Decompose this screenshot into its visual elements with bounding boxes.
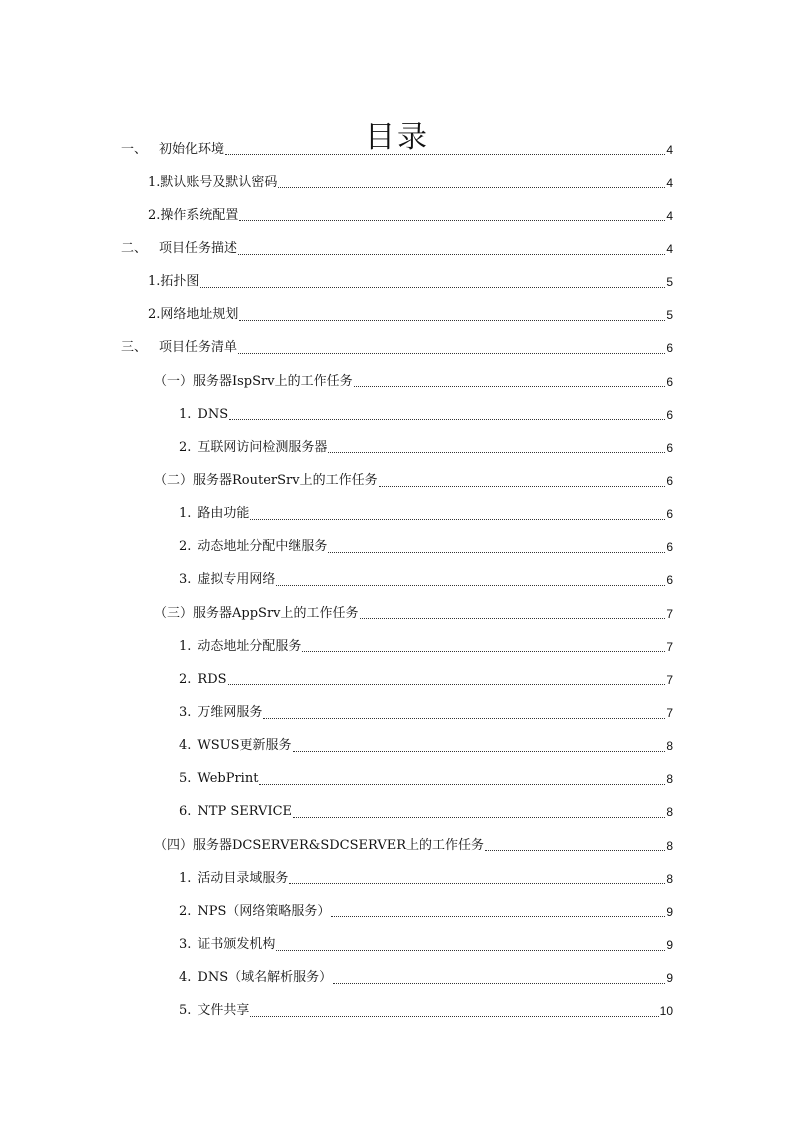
toc-entry[interactable] (0, 630, 794, 663)
dot-leader (250, 1015, 658, 1017)
toc-entry-page-number: 5 (666, 308, 673, 323)
toc-entry-number: 2. (179, 903, 192, 919)
dot-leader (228, 683, 666, 685)
toc-entry-heading (179, 804, 292, 820)
toc-entry[interactable] (0, 962, 794, 995)
toc-entry-heading (179, 506, 249, 522)
toc-entry-page-number: 6 (666, 341, 673, 356)
toc-entry-heading (179, 572, 275, 588)
dot-leader (360, 617, 666, 619)
toc-entry[interactable] (0, 995, 794, 1028)
toc-entry-heading (154, 374, 353, 390)
toc-entry-heading (179, 871, 288, 887)
toc-entry-number: 1. (179, 506, 192, 522)
toc-entry[interactable] (0, 597, 794, 630)
toc-entry-heading (148, 175, 277, 191)
toc-entry[interactable] (0, 895, 794, 928)
toc-entry-number: 2. (179, 671, 192, 687)
toc-entry-heading (148, 307, 238, 323)
toc-entry-page-number: 6 (666, 440, 673, 455)
dot-leader (250, 518, 665, 520)
toc-entry-heading (179, 970, 332, 986)
toc-entry-page-number: 9 (666, 937, 673, 952)
toc-entry-title: DNS（域名解析服务） (197, 970, 333, 986)
toc-entry-title: 初始化环境 (159, 141, 225, 157)
dot-leader (278, 186, 665, 188)
toc-entry-page-number: 7 (666, 639, 673, 654)
toc-entry-page-number: 6 (666, 407, 673, 422)
toc-entry-page-number: 6 (666, 540, 673, 555)
toc-entry-heading (179, 904, 330, 920)
toc-entry-heading (121, 241, 237, 257)
dot-leader (333, 982, 665, 984)
toc-entry[interactable] (0, 232, 794, 265)
toc-entry-number: 4. (179, 970, 192, 986)
toc-entry[interactable] (0, 166, 794, 199)
dot-leader (200, 286, 665, 288)
dot-leader (485, 849, 665, 851)
toc-entry-heading (121, 340, 237, 356)
toc-entry[interactable] (0, 862, 794, 895)
toc-entry-heading (179, 639, 301, 655)
toc-entry-title: RDS (197, 671, 227, 687)
toc-entry-title: 项目任务描述 (159, 240, 238, 256)
toc-entry[interactable] (0, 498, 794, 531)
toc-entry-heading (179, 937, 275, 953)
dot-leader (225, 153, 665, 155)
toc-entry-title: 1.拓扑图 (148, 274, 200, 290)
toc-entry-title: NTP SERVICE (197, 804, 293, 820)
toc-entry-heading (121, 142, 224, 158)
dot-leader (331, 915, 665, 917)
toc-entry[interactable] (0, 332, 794, 365)
toc-entry[interactable] (0, 431, 794, 464)
toc-entry-page-number: 7 (666, 606, 673, 621)
toc-entry-heading (154, 606, 359, 622)
toc-entry-page-number: 8 (666, 772, 673, 787)
toc-entry-page-number: 6 (666, 473, 673, 488)
toc-entry[interactable] (0, 696, 794, 729)
dot-leader (293, 750, 666, 752)
dot-leader (328, 551, 665, 553)
toc-entry-title: 项目任务清单 (159, 340, 238, 356)
dot-leader (276, 584, 665, 586)
toc-entry-title: 动态地址分配服务 (197, 638, 302, 654)
toc-entry[interactable] (0, 398, 794, 431)
toc-entry-number: 6. (179, 804, 192, 820)
toc-entry[interactable] (0, 199, 794, 232)
toc-entry-title: 动态地址分配中继服务 (197, 539, 328, 555)
toc-entry-title: （二）服务器RouterSrv上的工作任务 (154, 472, 378, 488)
toc-entry-number: 3. (179, 704, 192, 720)
toc-entry-page-number: 4 (666, 142, 673, 157)
toc-entry-page-number: 9 (666, 971, 673, 986)
toc-entry-number: 1. (179, 406, 192, 422)
toc-entry-title: 万维网服务 (197, 704, 263, 720)
toc-entry-heading (148, 274, 199, 290)
toc-entry-title: 文件共享 (197, 1003, 250, 1019)
toc-entry[interactable] (0, 133, 794, 166)
toc-entry-page-number: 5 (666, 275, 673, 290)
toc-entry-number: 2. (179, 539, 192, 555)
toc-entry-number: 3. (179, 936, 192, 952)
toc-entry-page-number: 4 (666, 208, 673, 223)
toc-entry-title: WebPrint (197, 771, 259, 787)
toc-entry[interactable] (0, 464, 794, 497)
toc-entry-title: （四）服务器DCSERVER&SDCSERVER上的工作任务 (154, 837, 484, 853)
toc-entry-page-number: 6 (666, 374, 673, 389)
toc-entry-title: （三）服务器AppSrv上的工作任务 (154, 605, 359, 621)
toc-entry-number: 5. (179, 771, 192, 787)
toc-entry[interactable] (0, 829, 794, 862)
table-of-contents (0, 133, 794, 1028)
dot-leader (289, 882, 665, 884)
toc-entry-title: 1.默认账号及默认密码 (148, 174, 278, 190)
toc-entry-number: 4. (179, 738, 192, 754)
toc-entry[interactable] (0, 266, 794, 299)
toc-entry-heading (179, 738, 292, 754)
toc-entry[interactable] (0, 796, 794, 829)
toc-entry-page-number: 8 (666, 739, 673, 754)
toc-entry[interactable] (0, 730, 794, 763)
toc-entry[interactable] (0, 564, 794, 597)
toc-entry-number: 三、 (121, 340, 148, 356)
toc-entry-title: WSUS更新服务 (197, 738, 292, 754)
dot-leader (354, 385, 666, 387)
page-title: 目录 (365, 120, 429, 156)
toc-entry-title: DNS (197, 406, 229, 422)
toc-entry-heading (179, 672, 227, 688)
toc-entry-title: 路由功能 (197, 506, 250, 522)
toc-entry[interactable] (0, 365, 794, 398)
toc-entry-number: 1. (179, 870, 192, 886)
toc-entry-page-number: 9 (666, 904, 673, 919)
toc-entry-page-number: 4 (666, 241, 673, 256)
toc-entry-page-number: 8 (666, 805, 673, 820)
toc-entry-heading (179, 705, 262, 721)
toc-entry-heading (179, 407, 228, 423)
toc-entry-heading (179, 771, 258, 787)
toc-entry[interactable] (0, 531, 794, 564)
toc-entry-title: （一）服务器IspSrv上的工作任务 (154, 373, 353, 389)
toc-entry-page-number: 7 (666, 672, 673, 687)
dot-leader (238, 352, 665, 354)
toc-entry-title: NPS（网络策略服务） (197, 903, 331, 919)
toc-entry-title: 证书颁发机构 (197, 936, 276, 952)
toc-entry[interactable] (0, 299, 794, 332)
toc-entry-number: 一、 (121, 141, 148, 157)
toc-entry-title: 虚拟专用网络 (197, 572, 276, 588)
toc-entry-page-number: 10 (659, 1004, 673, 1019)
dot-leader (293, 816, 665, 818)
toc-entry[interactable] (0, 763, 794, 796)
dot-leader (238, 253, 665, 255)
toc-entry-page-number: 6 (666, 507, 673, 522)
toc-entry-title: 2.操作系统配置 (148, 207, 239, 223)
toc-entry-page-number: 8 (666, 871, 673, 886)
toc-entry-number: 2. (179, 439, 192, 455)
toc-entry-number: 1. (179, 638, 192, 654)
dot-leader (239, 319, 665, 321)
toc-entry-number: 5. (179, 1003, 192, 1019)
dot-leader (328, 451, 665, 453)
toc-entry-page-number: 7 (666, 705, 673, 720)
toc-entry-heading (154, 838, 484, 854)
toc-entry-title: 活动目录域服务 (197, 870, 289, 886)
toc-entry-heading (148, 208, 238, 224)
toc-entry[interactable] (0, 663, 794, 696)
toc-entry-title: 2.网络地址规划 (148, 307, 239, 323)
toc-entry-page-number: 8 (666, 838, 673, 853)
dot-leader (276, 949, 665, 951)
toc-entry-heading (154, 473, 378, 489)
toc-entry-page-number: 6 (666, 573, 673, 588)
dot-leader (263, 717, 665, 719)
dot-leader (302, 650, 665, 652)
toc-entry-number: 二、 (121, 240, 148, 256)
toc-entry-heading (179, 1003, 249, 1019)
dot-leader (229, 418, 665, 420)
toc-entry-number: 3. (179, 572, 192, 588)
dot-leader (239, 219, 665, 221)
toc-entry-heading (179, 539, 327, 555)
toc-entry-title: 互联网访问检测服务器 (197, 439, 328, 455)
toc-entry-heading (179, 440, 327, 456)
dot-leader (379, 485, 666, 487)
dot-leader (259, 783, 665, 785)
toc-entry-page-number: 4 (666, 175, 673, 190)
toc-entry[interactable] (0, 928, 794, 961)
